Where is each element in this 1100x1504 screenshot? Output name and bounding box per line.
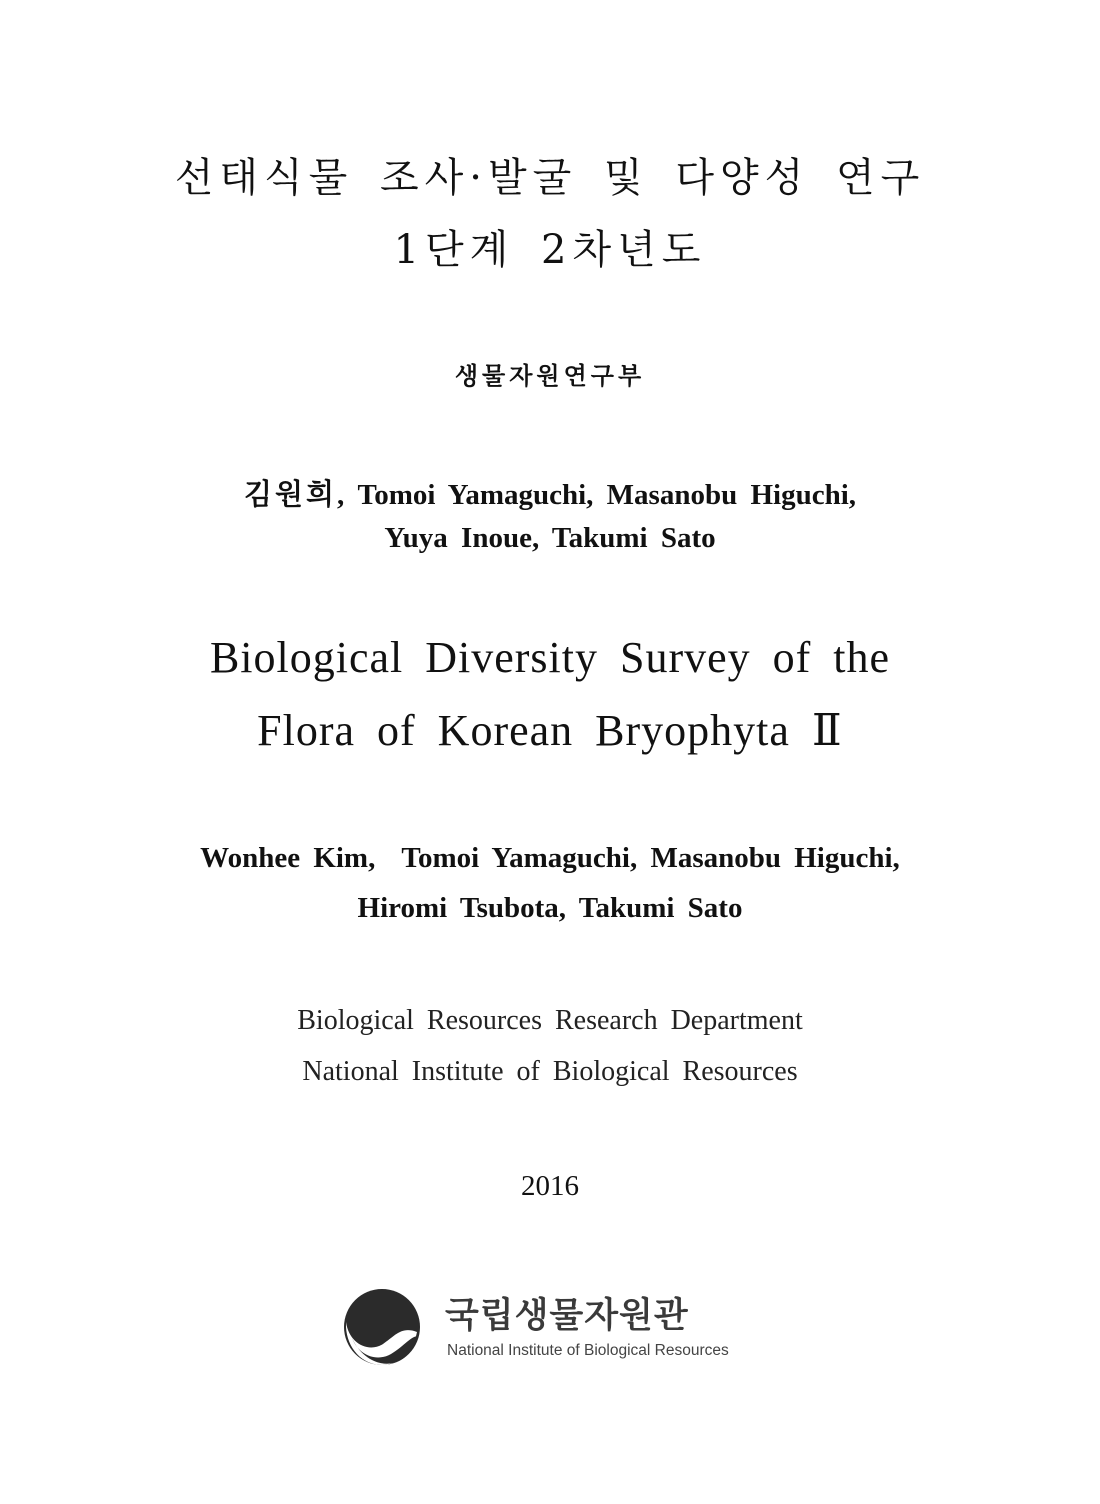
english-authors-line-2: Hiromi Tsubota, Takumi Sato bbox=[357, 892, 743, 924]
english-title-line-2: Flora of Korean Bryophyta Ⅱ bbox=[257, 706, 843, 755]
korean-author-name: 김원희 bbox=[243, 477, 338, 511]
korean-authors-rest: , Tomoi Yamaguchi, Masanobu Higuchi, bbox=[337, 479, 857, 511]
korean-authors-line-1 bbox=[0, 472, 1100, 513]
affiliation-line-1: Biological Resources Research Department bbox=[297, 1005, 803, 1036]
english-title-line-1: Biological Diversity Survey of the bbox=[209, 633, 891, 682]
english-authors-line-1: Wonhee Kim, Tomoi Yamaguchi, Masanobu Higuchi, bbox=[200, 842, 900, 874]
nibr-emblem-icon bbox=[343, 1286, 421, 1368]
publication-year: 2016 bbox=[521, 1170, 579, 1202]
institute-logo bbox=[343, 1286, 773, 1368]
institute-english-name: National Institute of Biological Resources bbox=[447, 1342, 729, 1359]
affiliation-line-2: National Institute of Biological Resources bbox=[302, 1056, 798, 1087]
korean-department: 생물자원연구부 bbox=[454, 361, 646, 390]
korean-title-line-2: 1단계 2차년도 bbox=[393, 227, 707, 273]
korean-authors-line-2: Yuya Inoue, Takumi Sato bbox=[384, 522, 716, 554]
korean-title-line-1: 선태식물 조사·발굴 및 다양성 연구 bbox=[174, 155, 926, 201]
institute-korean-name: 국립생물자원관 bbox=[445, 1296, 689, 1336]
